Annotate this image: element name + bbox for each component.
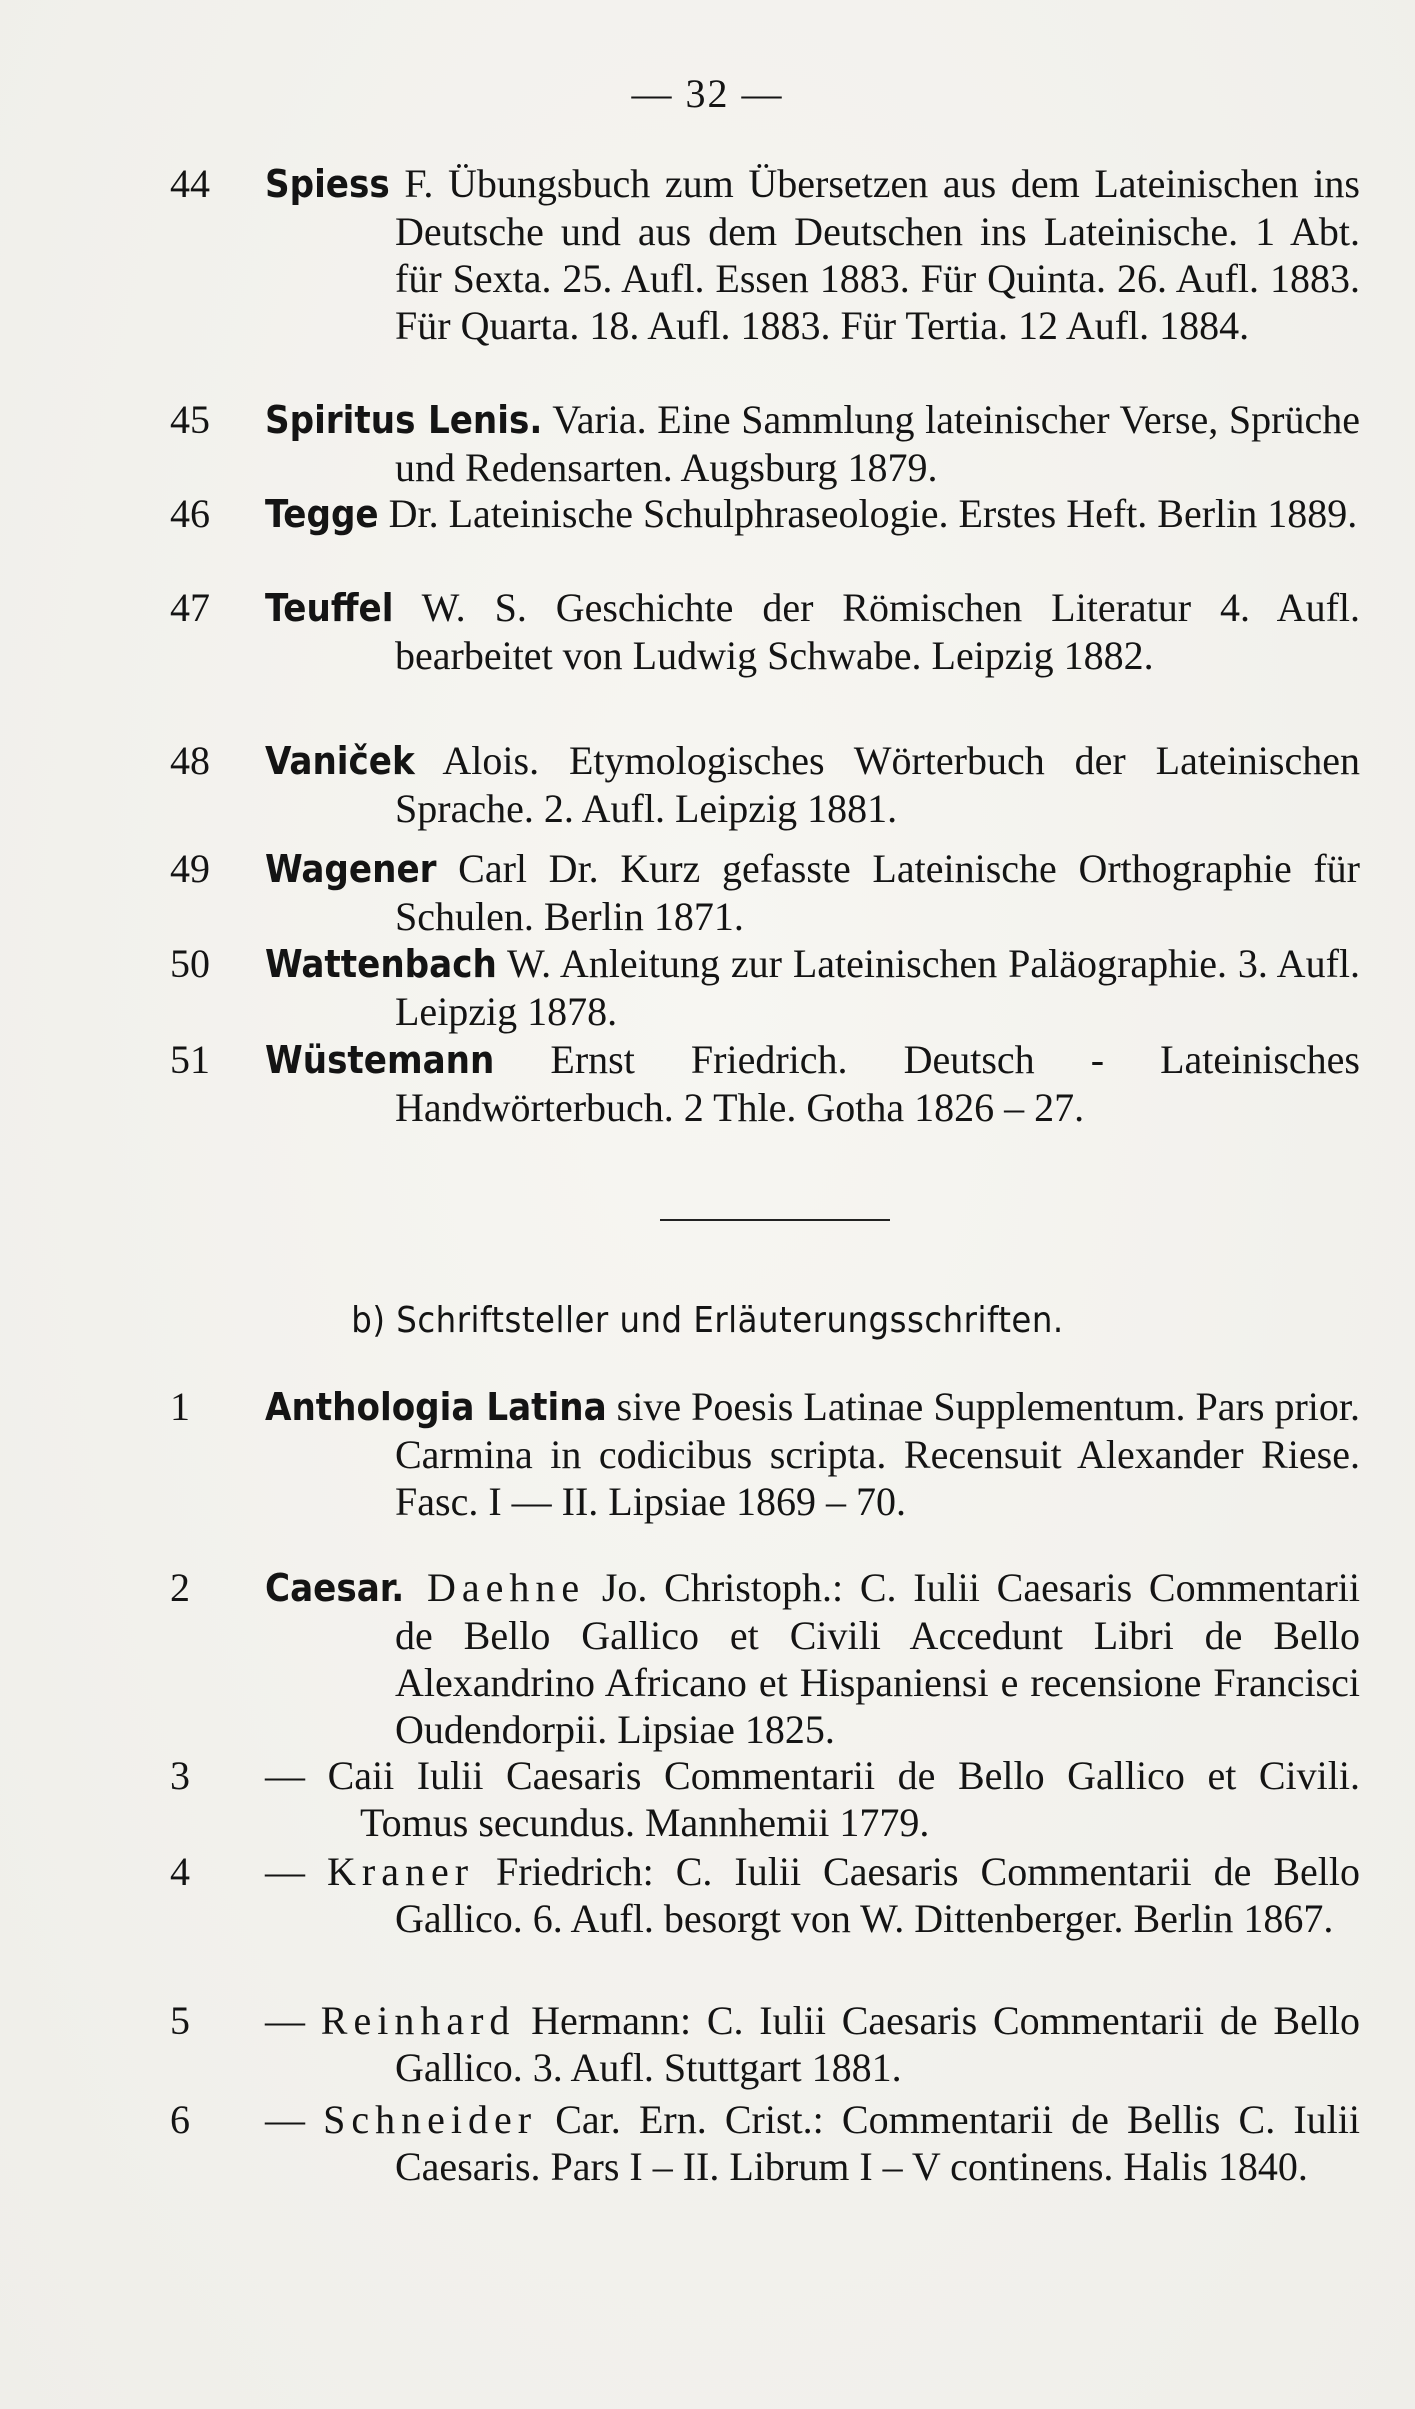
entry-author: Wattenbach (265, 942, 497, 986)
entry-author: Spiess (265, 162, 390, 206)
entry-b-1 (170, 1383, 1360, 1525)
page-number: — 32 — (631, 71, 784, 116)
entry-text (265, 396, 1360, 491)
entry-b-3 (170, 1752, 1360, 1846)
entry-number: 44 (170, 161, 210, 206)
entry-author: Tegge (265, 492, 379, 536)
entry-text (265, 1997, 1360, 2091)
entry-46 (170, 490, 1360, 538)
entry-number: 45 (170, 397, 210, 442)
editor-name: Daehne (404, 1565, 586, 1610)
entry-details: Ernst Friedrich. Deutsch - Lateinisches Handwörterbuch. 2 Thle. Gotha 1826 – 27. (395, 1037, 1360, 1130)
entry-b-2 (170, 1564, 1360, 1753)
entry-author: Spiritus Lenis. (265, 398, 543, 442)
ditto-dash: — (265, 1753, 328, 1798)
entry-details: Varia. Eine Sammlung lateinischer Verse, Sprüche und Redensarten. Augsburg 1879. (395, 397, 1360, 490)
entry-number: 48 (170, 738, 210, 783)
entry-text (265, 737, 1360, 832)
entry-details: Hermann: C. Iulii Caesaris Commentarii de Bello Gallico. 3. Aufl. Stuttgart 1881. (395, 1998, 1360, 2090)
entry-50 (170, 940, 1360, 1035)
entry-details: sive Poesis Latinae Supplementum. Pars prior. Carmina in codicibus scripta. Recensuit Alexander Riese. Fasc. I — II. Lipsiae 1869 – 70. (395, 1384, 1360, 1524)
entry-text (265, 1564, 1360, 1753)
entry-details: Dr. Lateinische Schulphraseologie. Erstes Heft. Berlin 1889. (378, 491, 1358, 536)
editor-name: Reinhard (320, 1998, 516, 2043)
entry-b-5 (170, 1997, 1360, 2091)
ditto-dash: — (265, 1998, 321, 2043)
entry-number: 3 (170, 1753, 190, 1798)
entry-45 (170, 396, 1360, 491)
entry-author: Anthologia Latina (265, 1385, 607, 1429)
entry-details: W. S. Geschichte der Römischen Literatur 4. Aufl. bearbeitet von Ludwig Schwabe. Leipzig 1882. (393, 585, 1360, 678)
entry-number: 4 (170, 1849, 190, 1894)
entry-number: 46 (170, 491, 210, 536)
ditto-dash: — (265, 2097, 324, 2142)
entry-number: 2 (170, 1565, 190, 1610)
section-divider (660, 1219, 890, 1221)
entry-number: 6 (170, 2097, 190, 2142)
entry-text (265, 845, 1360, 940)
entry-number: 1 (170, 1384, 190, 1429)
entry-details: Carl Dr. Kurz gefasste Lateinische Orthographie für Schulen. Berlin 1871. (395, 846, 1360, 939)
entry-47 (170, 584, 1360, 679)
entry-details: Car. Ern. Crist.: Commentarii de Bellis C. Iulii Caesaris. Pars I – II. Librum I – V continens. Halis 1840. (395, 2097, 1361, 2189)
entry-b-4 (170, 1848, 1360, 1942)
entry-text (265, 1848, 1360, 1942)
entry-text (265, 1383, 1360, 1525)
entry-b-6 (170, 2096, 1360, 2190)
entry-text (265, 1752, 1360, 1846)
entry-author: Wagener (265, 847, 437, 891)
entry-44 (170, 160, 1360, 349)
entry-text (265, 160, 1360, 349)
entry-text (265, 1036, 1360, 1131)
entry-text (265, 490, 1360, 538)
entry-number: 49 (170, 846, 210, 891)
entry-number: 50 (170, 941, 210, 986)
entry-details: W. Anleitung zur Lateinischen Paläographie. 3. Aufl. Leipzig 1878. (395, 941, 1360, 1034)
entry-48 (170, 737, 1360, 832)
entry-details: Jo. Christoph.: C. Iulii Caesaris Commentarii de Bello Gallico et Civili Accedunt Libri de Bello Alexandrino Africano et Hispaniensi e recensione Francisci Oudendorpii. Lipsiae 1825. (395, 1565, 1360, 1752)
editor-name: Kraner (326, 1849, 475, 1894)
entry-details: Caii Iulii Caesaris Commentarii de Bello Gallico et Civili. Tomus secundus. Mannhemii 1779. (327, 1753, 1361, 1845)
entry-details: Friedrich: C. Iulii Caesaris Commentarii de Bello Gallico. 6. Aufl. besorgt von W. Dittenberger. Berlin 1867. (395, 1849, 1360, 1941)
entry-author: Vaniček (265, 739, 415, 783)
entry-number: 5 (170, 1998, 190, 2043)
entry-text (265, 940, 1360, 1035)
entry-49 (170, 845, 1360, 940)
ditto-dash: — (265, 1849, 327, 1894)
entry-number: 47 (170, 585, 210, 630)
entry-author: Caesar. (265, 1566, 405, 1610)
entry-author: Teuffel (265, 586, 394, 630)
entry-author: Wüstemann (265, 1038, 495, 1082)
entry-details: F. Übungsbuch zum Übersetzen aus dem Lateinischen ins Deutsche und aus dem Deutschen ins Lateinische. 1 Abt. für Sexta. 25. Aufl. Essen 1883. Für Quinta. 26. Aufl. 1883. Für Quarta. 18. Aufl. 1883. Für Tertia. 12 Aufl. 1884. (389, 161, 1360, 348)
editor-name: Schneider (323, 2097, 538, 2142)
entry-text (265, 584, 1360, 679)
section-heading: b) Schriftsteller und Erläuterungsschriften. (351, 1300, 1064, 1341)
entry-51 (170, 1036, 1360, 1131)
entry-number: 51 (170, 1037, 210, 1082)
entry-text (265, 2096, 1360, 2190)
entry-details: Alois. Etymologisches Wörterbuch der Lateinischen Sprache. 2. Aufl. Leipzig 1881. (395, 738, 1360, 831)
